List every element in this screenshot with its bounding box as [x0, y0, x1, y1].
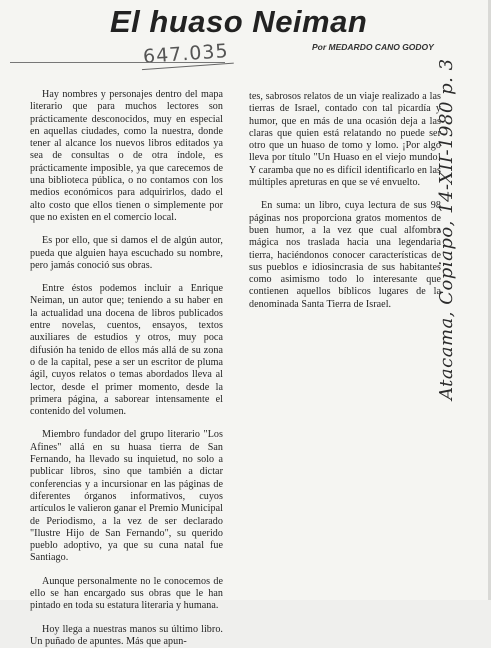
header-divider [10, 62, 225, 63]
paragraph: tes, sabrosos relatos de un viaje realizado a las tierras de Israel, contado con tal picardía y humor, que en más de una ocasión deja a las claras que quien está relatando no puede ser otro que un huaso de tomo y lomo. ¡Por algo lleva por título "Un Huaso en el viejo mundo! Y caramba que no es difícil identificarlo en las múltiples apreturas en que se vé envuelto. [249, 91, 441, 189]
article-column-left [30, 89, 223, 648]
paragraph: Es por ello, que si damos el de algún autor, pueda que alguien haya escuchado su nombre, pero jamás conoció sus obras. [30, 235, 223, 271]
article-headline: El huaso Neiman [110, 4, 368, 39]
paragraph: Entre éstos podemos incluir a Enrique Neiman, un autor que; teniendo a su haber en la actualidad una docena de libros publicados entre novelas, cuentos, ensayos, textos auxiliares de estudios y otros, muy poca difusión ha tenido de ellos más allá de su zona o de la capital, pese a ser un escritor de pluma ágil, cuyos relatos o temas abordados lleva al lector, desde el primer momento, desde la primera página, a saborear intensamente el contenido del volumen. [30, 283, 223, 418]
article-byline: Por MEDARDO CANO GODOY [312, 42, 434, 52]
paragraph: Miembro fundador del grupo literario "Los Afines" allá en su huasa tierra de San Fernando, ha llevado su inquietud, no solo a publicar libros, sino que también a dictar conferencias y a incursionar en las páginas de diferentes órganos informativos, cuyos artículos le valieron ganar el Premio Municipal de Periodismo, a la vez de ser declarado "Ilustre Hijo de San Fernando", su querido pueblo adoptivo, ya que su cuna natal fue Santiago. [30, 429, 223, 564]
paragraph: Aunque personalmente no le conocemos de ello se han encargado sus obras que le han pintado en toda su estatura literaria y humana. [30, 575, 223, 612]
paragraph: Hoy llega a nuestras manos su último libro. Un puñado de apuntes. Más que apun- [30, 623, 223, 647]
paragraph: En suma: un libro, cuya lectura de sus 98 páginas nos proporciona gratos momentos de buen humor, a la vez que cual alfombra mágica nos traslada hacia una legendaria tierra, haciéndonos conocer características de sus pueblos e idiosincrasia de sus habitantes como asimismo todo lo interesante que contienen aquellos bíblicos lugares de la denominada Santa Tierra de Israel. [249, 200, 441, 310]
paragraph: Hay nombres y personajes dentro del mapa literario que para muchos lectores son prácticamente desconocidos, muy en especial en aquellas ciudades, como la nuestra, donde tener al alcance los nuevos libros editados ya sea de consultas o de otra índole, es prácticamente imposible, ya que carecemos de una biblioteca pública, o no contamos con los medios económicos para adquirirlos, dado el alto costo que ellos tienen o simplemente por que no existen en el comercio local. [30, 89, 223, 223]
handwritten-source-annotation: Atacama, Copiapó, 14-XII-1980 p. 3 [436, 58, 457, 400]
handwritten-catalog-number: 647.035 [142, 40, 230, 68]
article-column-right [249, 91, 441, 311]
